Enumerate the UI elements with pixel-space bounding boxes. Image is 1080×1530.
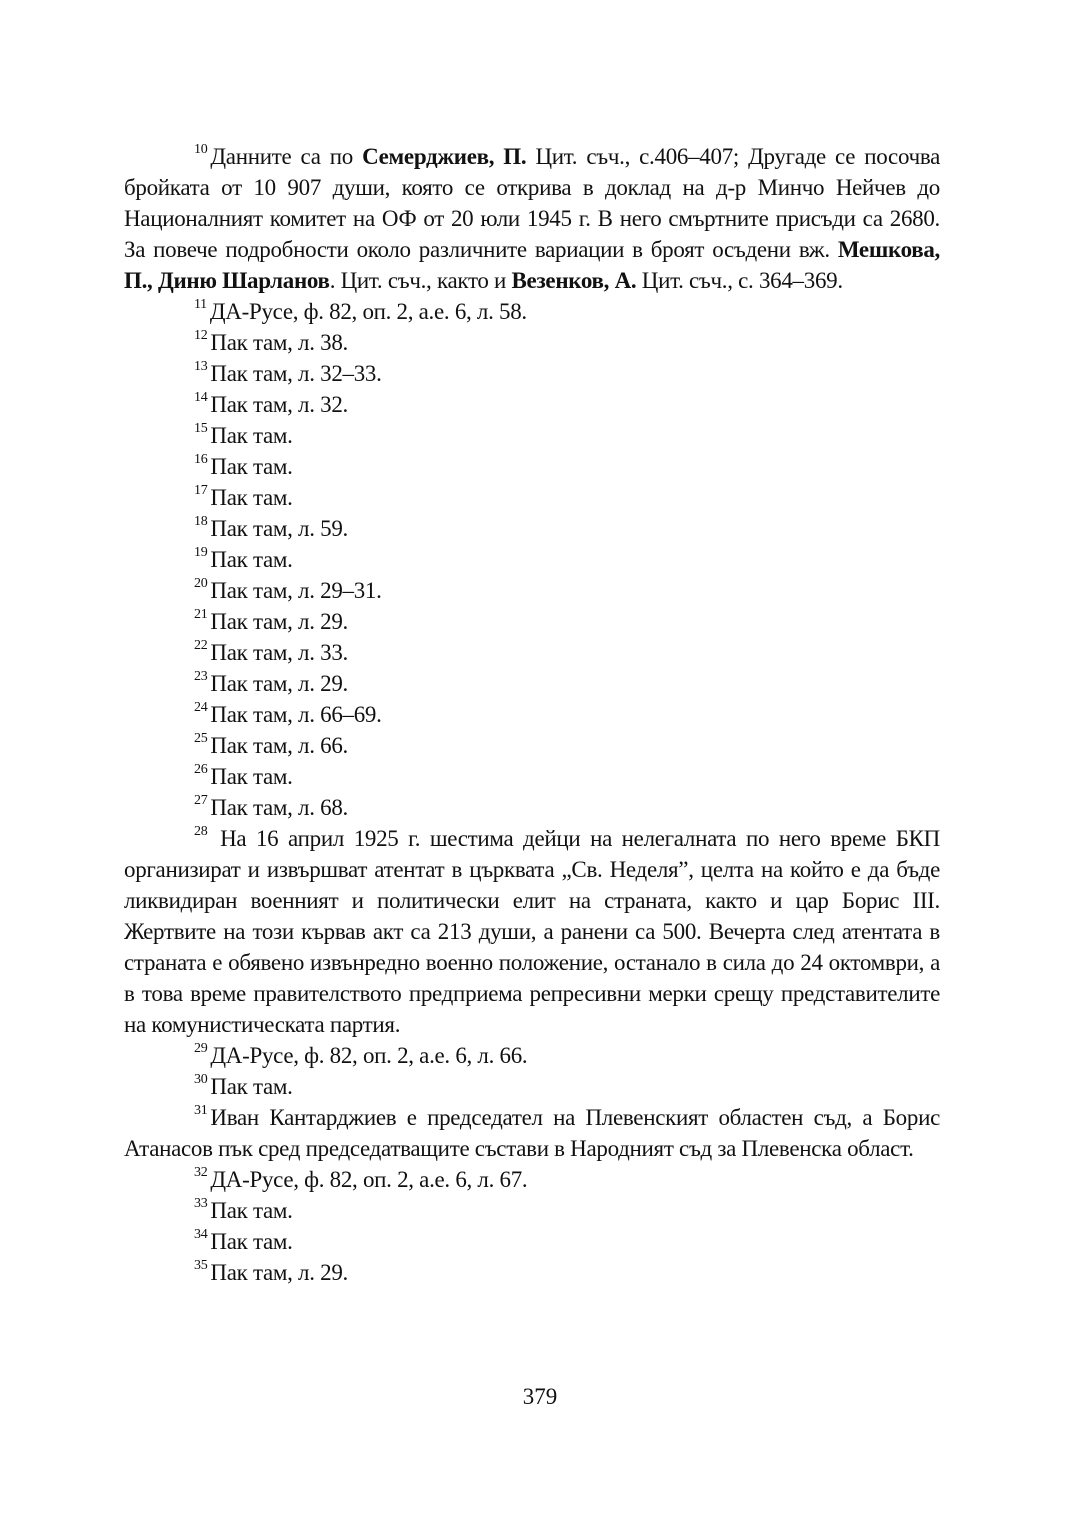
footnote-number: 21: [194, 607, 208, 623]
cited-author: Мешкова, П., Диню Шарланов: [124, 237, 940, 293]
footnote-number: 24: [194, 700, 208, 716]
footnote-number: 26: [194, 762, 208, 778]
footnote-number: 14: [194, 390, 208, 406]
footnote: [124, 575, 940, 606]
footnote-number: 25: [194, 731, 208, 747]
footnote-text: Пак там.: [210, 485, 293, 510]
footnote: [124, 327, 940, 358]
footnote-text: Пак там.: [210, 547, 293, 572]
footnote-number: 19: [194, 545, 208, 561]
footnote-text: Цит. съч., с. 364–369.: [636, 268, 843, 293]
footnote: [124, 1257, 940, 1288]
footnote-text: Пак там, л. 29–31.: [210, 578, 382, 603]
footnote-number: 10: [194, 142, 208, 158]
footnote-text: ДА-Русе, ф. 82, оп. 2, а.е. 6, л. 66.: [210, 1043, 528, 1068]
footnote-text: Иван Кантарджиев е председател на Плевенският областен съд, а Борис Атанасов пък сред председатващите състави в Народният съд за Плевенска област.: [124, 1105, 940, 1161]
cited-author: Семерджиев, П.: [362, 144, 527, 169]
footnote: [124, 668, 940, 699]
footnote-text: Пак там.: [210, 1229, 293, 1254]
footnote: [124, 792, 940, 823]
footnote: [124, 1040, 940, 1071]
footnote-text: На 16 април 1925 г. шестима дейци на нелегалната по него време БКП организират и извършват атентат в църквата „Св. Неделя”, целта на който е да бъде ликвидиран военният и политически елит на страната, както и цар Борис III. Жертвите на този кървав акт са 213 души, а ранени са 500. Вечерта след атентата в страната е обявено извънредно военно положение, останало в сила до 24 октомври, а в това време правителството предприема репресивни мерки срещу представителите на комунистическата партия.: [124, 826, 940, 1037]
footnote: [124, 1226, 940, 1257]
footnote: [124, 420, 940, 451]
footnote-number: 35: [194, 1258, 208, 1274]
footnote: [124, 823, 940, 1040]
footnote-number: 17: [194, 483, 208, 499]
footnote-number: 15: [194, 421, 208, 437]
footnote: [124, 482, 940, 513]
footnote-text: Пак там, л. 33.: [210, 640, 348, 665]
footnote-number: 20: [194, 576, 208, 592]
footnote-number: 13: [194, 359, 208, 375]
footnote-text: Пак там, л. 32.: [210, 392, 348, 417]
footnote-number: 28: [194, 824, 208, 840]
footnote-text: Пак там, л. 68.: [210, 795, 348, 820]
footnotes-block: [124, 141, 940, 1288]
footnote: [124, 358, 940, 389]
footnote: [124, 1071, 940, 1102]
footnote: [124, 296, 940, 327]
footnote: [124, 141, 940, 296]
footnote-text: Пак там.: [210, 1198, 293, 1223]
footnote-text: . Цит. съч., както и: [329, 268, 512, 293]
footnote-number: 30: [194, 1072, 208, 1088]
footnote-number: 29: [194, 1041, 208, 1057]
footnote-number: 33: [194, 1196, 208, 1212]
footnote-number: 22: [194, 638, 208, 654]
footnote-text: Пак там, л. 29.: [210, 609, 348, 634]
footnote: [124, 451, 940, 482]
footnote: [124, 1164, 940, 1195]
footnote: [124, 637, 940, 668]
footnote-text: Пак там, л. 66–69.: [210, 702, 382, 727]
footnote: [124, 606, 940, 637]
footnote: [124, 761, 940, 792]
footnote-text: Данните са по: [210, 144, 363, 169]
footnote-text: Пак там.: [210, 454, 293, 479]
footnote-number: 23: [194, 669, 208, 685]
footnote-number: 34: [194, 1227, 208, 1243]
footnote-number: 32: [194, 1165, 208, 1181]
footnote-number: 16: [194, 452, 208, 468]
footnote: [124, 389, 940, 420]
footnote-text: Цит. съч., с.406–407; Другаде се посочва бройката от 10 907 души, която се открива в доклад на д-р Минчо Нейчев до Националният комитет на ОФ от 20 юли 1945 г. В него смъртните присъди са 2680. За повече подробности около различните вариации в броят осъдени вж.: [124, 144, 941, 262]
footnote: [124, 544, 940, 575]
footnote: [124, 1195, 940, 1226]
footnote: [124, 513, 940, 544]
footnote-number: 18: [194, 514, 208, 530]
footnote: [124, 1102, 940, 1164]
footnote-text: Пак там, л. 29.: [210, 671, 348, 696]
footnote-text: Пак там.: [210, 1074, 293, 1099]
cited-author: Везенков, А.: [511, 268, 637, 293]
footnote: [124, 699, 940, 730]
footnote-text: Пак там.: [210, 764, 293, 789]
footnote-text: Пак там, л. 38.: [210, 330, 348, 355]
footnote-number: 27: [194, 793, 208, 809]
footnote-text: Пак там.: [210, 423, 293, 448]
footnote-number: 12: [194, 328, 208, 344]
footnote-number: 31: [194, 1103, 208, 1119]
footnote-text: ДА-Русе, ф. 82, оп. 2, а.е. 6, л. 67.: [210, 1167, 528, 1192]
footnote-text: Пак там, л. 32–33.: [210, 361, 382, 386]
footnote-text: ДА-Русе, ф. 82, оп. 2, а.е. 6, л. 58.: [209, 299, 527, 324]
page-number: 379: [522, 1384, 558, 1409]
footnote-number: 11: [194, 297, 207, 313]
footnote-text: Пак там, л. 29.: [210, 1260, 348, 1285]
footnote-text: Пак там, л. 59.: [210, 516, 348, 541]
footnote: [124, 730, 940, 761]
footnote-text: Пак там, л. 66.: [210, 733, 348, 758]
